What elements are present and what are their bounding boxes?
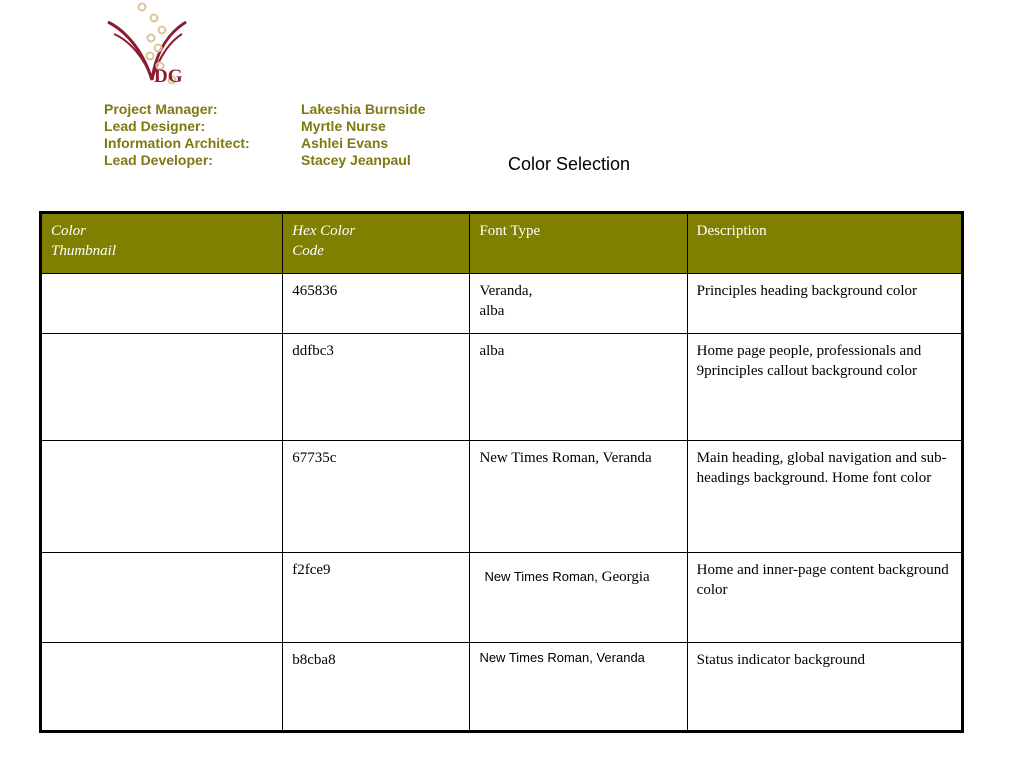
description-cell: Principles heading background color	[687, 274, 962, 334]
hex-code-cell: f2fce9	[283, 553, 470, 643]
font-type-cell: alba	[470, 334, 687, 441]
header-description: Description	[687, 213, 962, 274]
font-type-sans-text: New Times Roman, Veranda	[479, 650, 645, 665]
description-cell: Status indicator background	[687, 643, 962, 732]
font-type-sans-text: New Times Roman,	[484, 569, 598, 584]
font-type-cell	[470, 643, 687, 732]
table-row	[41, 441, 963, 553]
team-role: Information Architect:	[104, 135, 250, 151]
hex-code-cell: 465836	[283, 274, 470, 334]
table-row	[41, 553, 963, 643]
team-row	[104, 135, 426, 152]
hex-code-cell: ddfbc3	[283, 334, 470, 441]
team-role: Lead Developer:	[104, 152, 213, 168]
color-thumbnail-cell	[41, 274, 283, 334]
color-selection-table	[39, 211, 964, 733]
team-row	[104, 101, 426, 118]
table-row	[41, 643, 963, 732]
header-color-thumbnail: Color Thumbnail	[41, 213, 283, 274]
hex-code-cell: b8cba8	[283, 643, 470, 732]
table-row	[41, 274, 963, 334]
font-type-cell: New Times Roman, Veranda	[470, 441, 687, 553]
color-thumbnail-cell	[41, 334, 283, 441]
color-thumbnail-cell	[41, 553, 283, 643]
description-cell: Main heading, global navigation and sub-headings background. Home font color	[687, 441, 962, 553]
team-role: Lead Designer:	[104, 118, 206, 134]
color-thumbnail-cell	[41, 643, 283, 732]
logo-text: DG	[154, 66, 183, 87]
team-member-name: Lakeshia Burnside	[301, 101, 426, 117]
page-title: Color Selection	[508, 154, 631, 174]
description-cell: Home page people, professionals and 9principles callout background color	[687, 334, 962, 441]
team-member-name: Stacey Jeanpaul	[301, 152, 411, 168]
team-row	[104, 152, 426, 169]
table-header-row	[41, 213, 963, 274]
team-credits	[104, 101, 426, 169]
color-thumbnail-cell	[41, 441, 283, 553]
font-type-serif-text: Georgia	[601, 569, 650, 585]
table-row	[41, 334, 963, 441]
team-role: Project Manager:	[104, 101, 218, 117]
font-type-cell	[470, 553, 687, 643]
team-member-name: Ashlei Evans	[301, 135, 389, 151]
hex-code-cell: 67735c	[283, 441, 470, 553]
team-member-name: Myrtle Nurse	[301, 118, 386, 134]
team-row	[104, 118, 426, 135]
font-type-cell: Veranda, alba	[470, 274, 687, 334]
header-font-type: Font Type	[470, 213, 687, 274]
description-cell: Home and inner-page content background color	[687, 553, 962, 643]
vdg-logo	[104, 0, 204, 90]
header-hex-code: Hex Color Code	[283, 213, 470, 274]
